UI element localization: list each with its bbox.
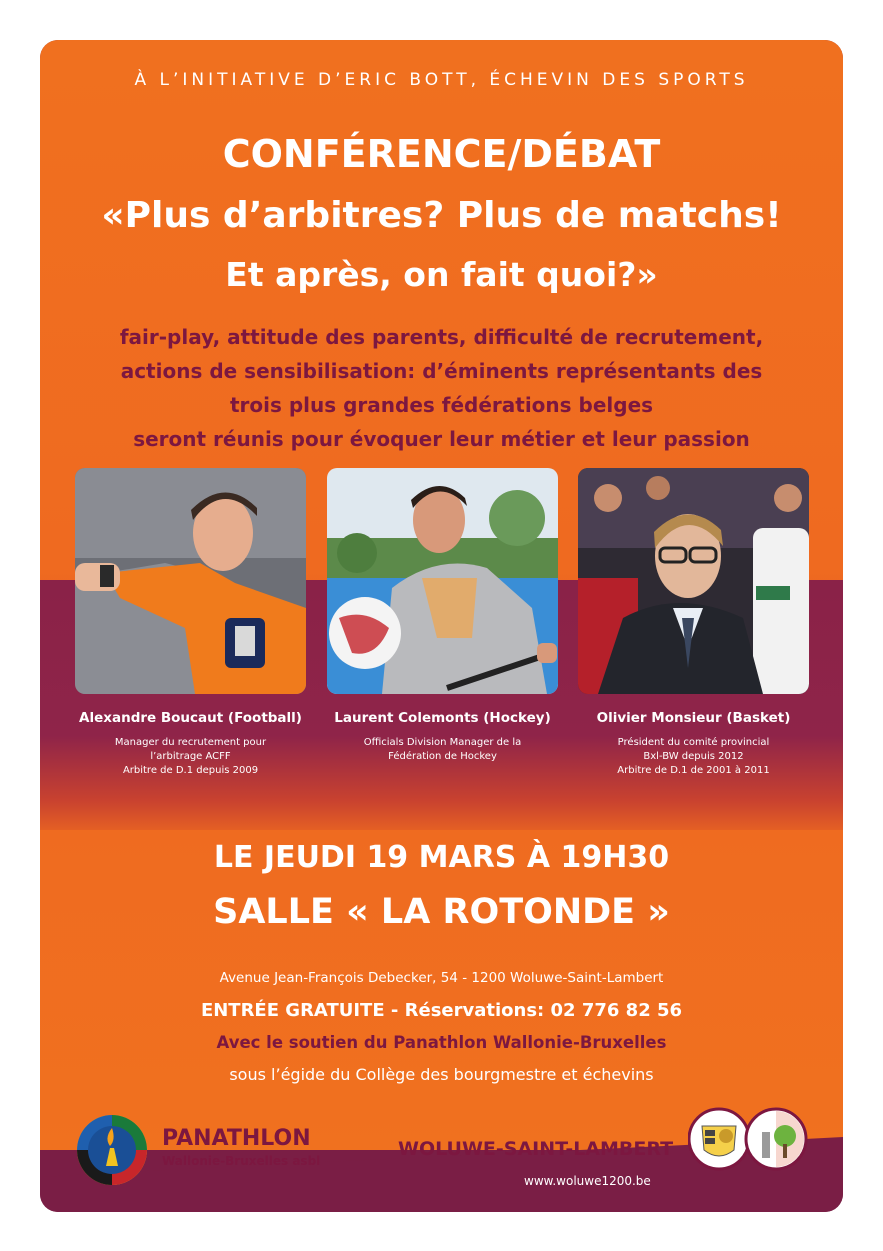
speaker-role (568, 736, 819, 778)
event-address: Avenue Jean-François Debecker, 54 - 1200 Woluwe-Saint-Lambert (219, 970, 664, 986)
event-patronage: sous l’égide du Collège des bourgmestre et échevins (229, 1065, 654, 1084)
description-line: trois plus grandes fédérations belges (229, 393, 654, 417)
background-bottom (40, 830, 843, 1150)
commune-name: WOLUWE-SAINT-LAMBERT (398, 1138, 674, 1160)
woluwe-coat-of-arms-logo (688, 1106, 808, 1172)
speaker-caption-football (65, 710, 316, 778)
event-venue: SALLE « LA ROTONDE » (213, 892, 670, 932)
description-line: fair-play, attitude des parents, difficulté de recrutement, (119, 325, 764, 349)
speaker-role-line: Officials Division Manager de la (363, 737, 522, 748)
speaker-role-line: Arbitre de D.1 depuis 2009 (122, 765, 259, 776)
speaker-name: Alexandre Boucaut (Football) (79, 710, 302, 726)
event-date: LE JEUDI 19 MARS À 19H30 (213, 840, 670, 875)
description (80, 320, 803, 456)
panathlon-subtitle: Wallonie-Bruxelles asbl (162, 1154, 321, 1168)
conference-title: CONFÉRENCE/DÉBAT (222, 132, 661, 176)
debate-question-line1: «Plus d’arbitres? Plus de matchs! (101, 195, 782, 236)
speaker-role-line: Bxl-BW depuis 2012 (643, 751, 744, 762)
description-line: actions de sensibilisation: d’éminents représentants des (120, 359, 763, 383)
speaker-role (65, 736, 316, 778)
speaker-role-line: Fédération de Hockey (388, 751, 497, 762)
debate-question-line2: Et après, on fait quoi?» (225, 255, 658, 294)
website-link[interactable]: www.woluwe1200.be (524, 1174, 651, 1188)
speaker-photo-football (75, 468, 306, 694)
speaker-caption-basket (568, 710, 819, 778)
panathlon-logo (76, 1114, 148, 1186)
speaker-role (317, 736, 568, 764)
initiative-line: À L’INITIATIVE D’ERIC BOTT, ÉCHEVIN DES SPORTS (134, 70, 749, 90)
event-support: Avec le soutien du Panathlon Wallonie-Bruxelles (216, 1033, 667, 1052)
speaker-role-line: Président du comité provincial (617, 737, 770, 748)
speaker-photo-basket (578, 468, 809, 694)
speaker-caption-hockey (317, 710, 568, 764)
speaker-name: Laurent Colemonts (Hockey) (334, 710, 551, 726)
speaker-role-line: Manager du recrutement pour (114, 737, 267, 748)
speaker-name: Olivier Monsieur (Basket) (596, 710, 791, 726)
speaker-role-line: Arbitre de D.1 de 2001 à 2011 (617, 765, 770, 776)
event-entry: ENTRÉE GRATUITE - Réservations: 02 776 82 56 (200, 1000, 683, 1021)
speaker-role-line: l’arbitrage ACFF (150, 751, 231, 762)
poster (40, 40, 843, 1212)
panathlon-name: PANATHLON (162, 1126, 311, 1151)
speaker-photo-hockey (327, 468, 558, 694)
description-line: seront réunis pour évoquer leur métier et leur passion (133, 427, 750, 451)
